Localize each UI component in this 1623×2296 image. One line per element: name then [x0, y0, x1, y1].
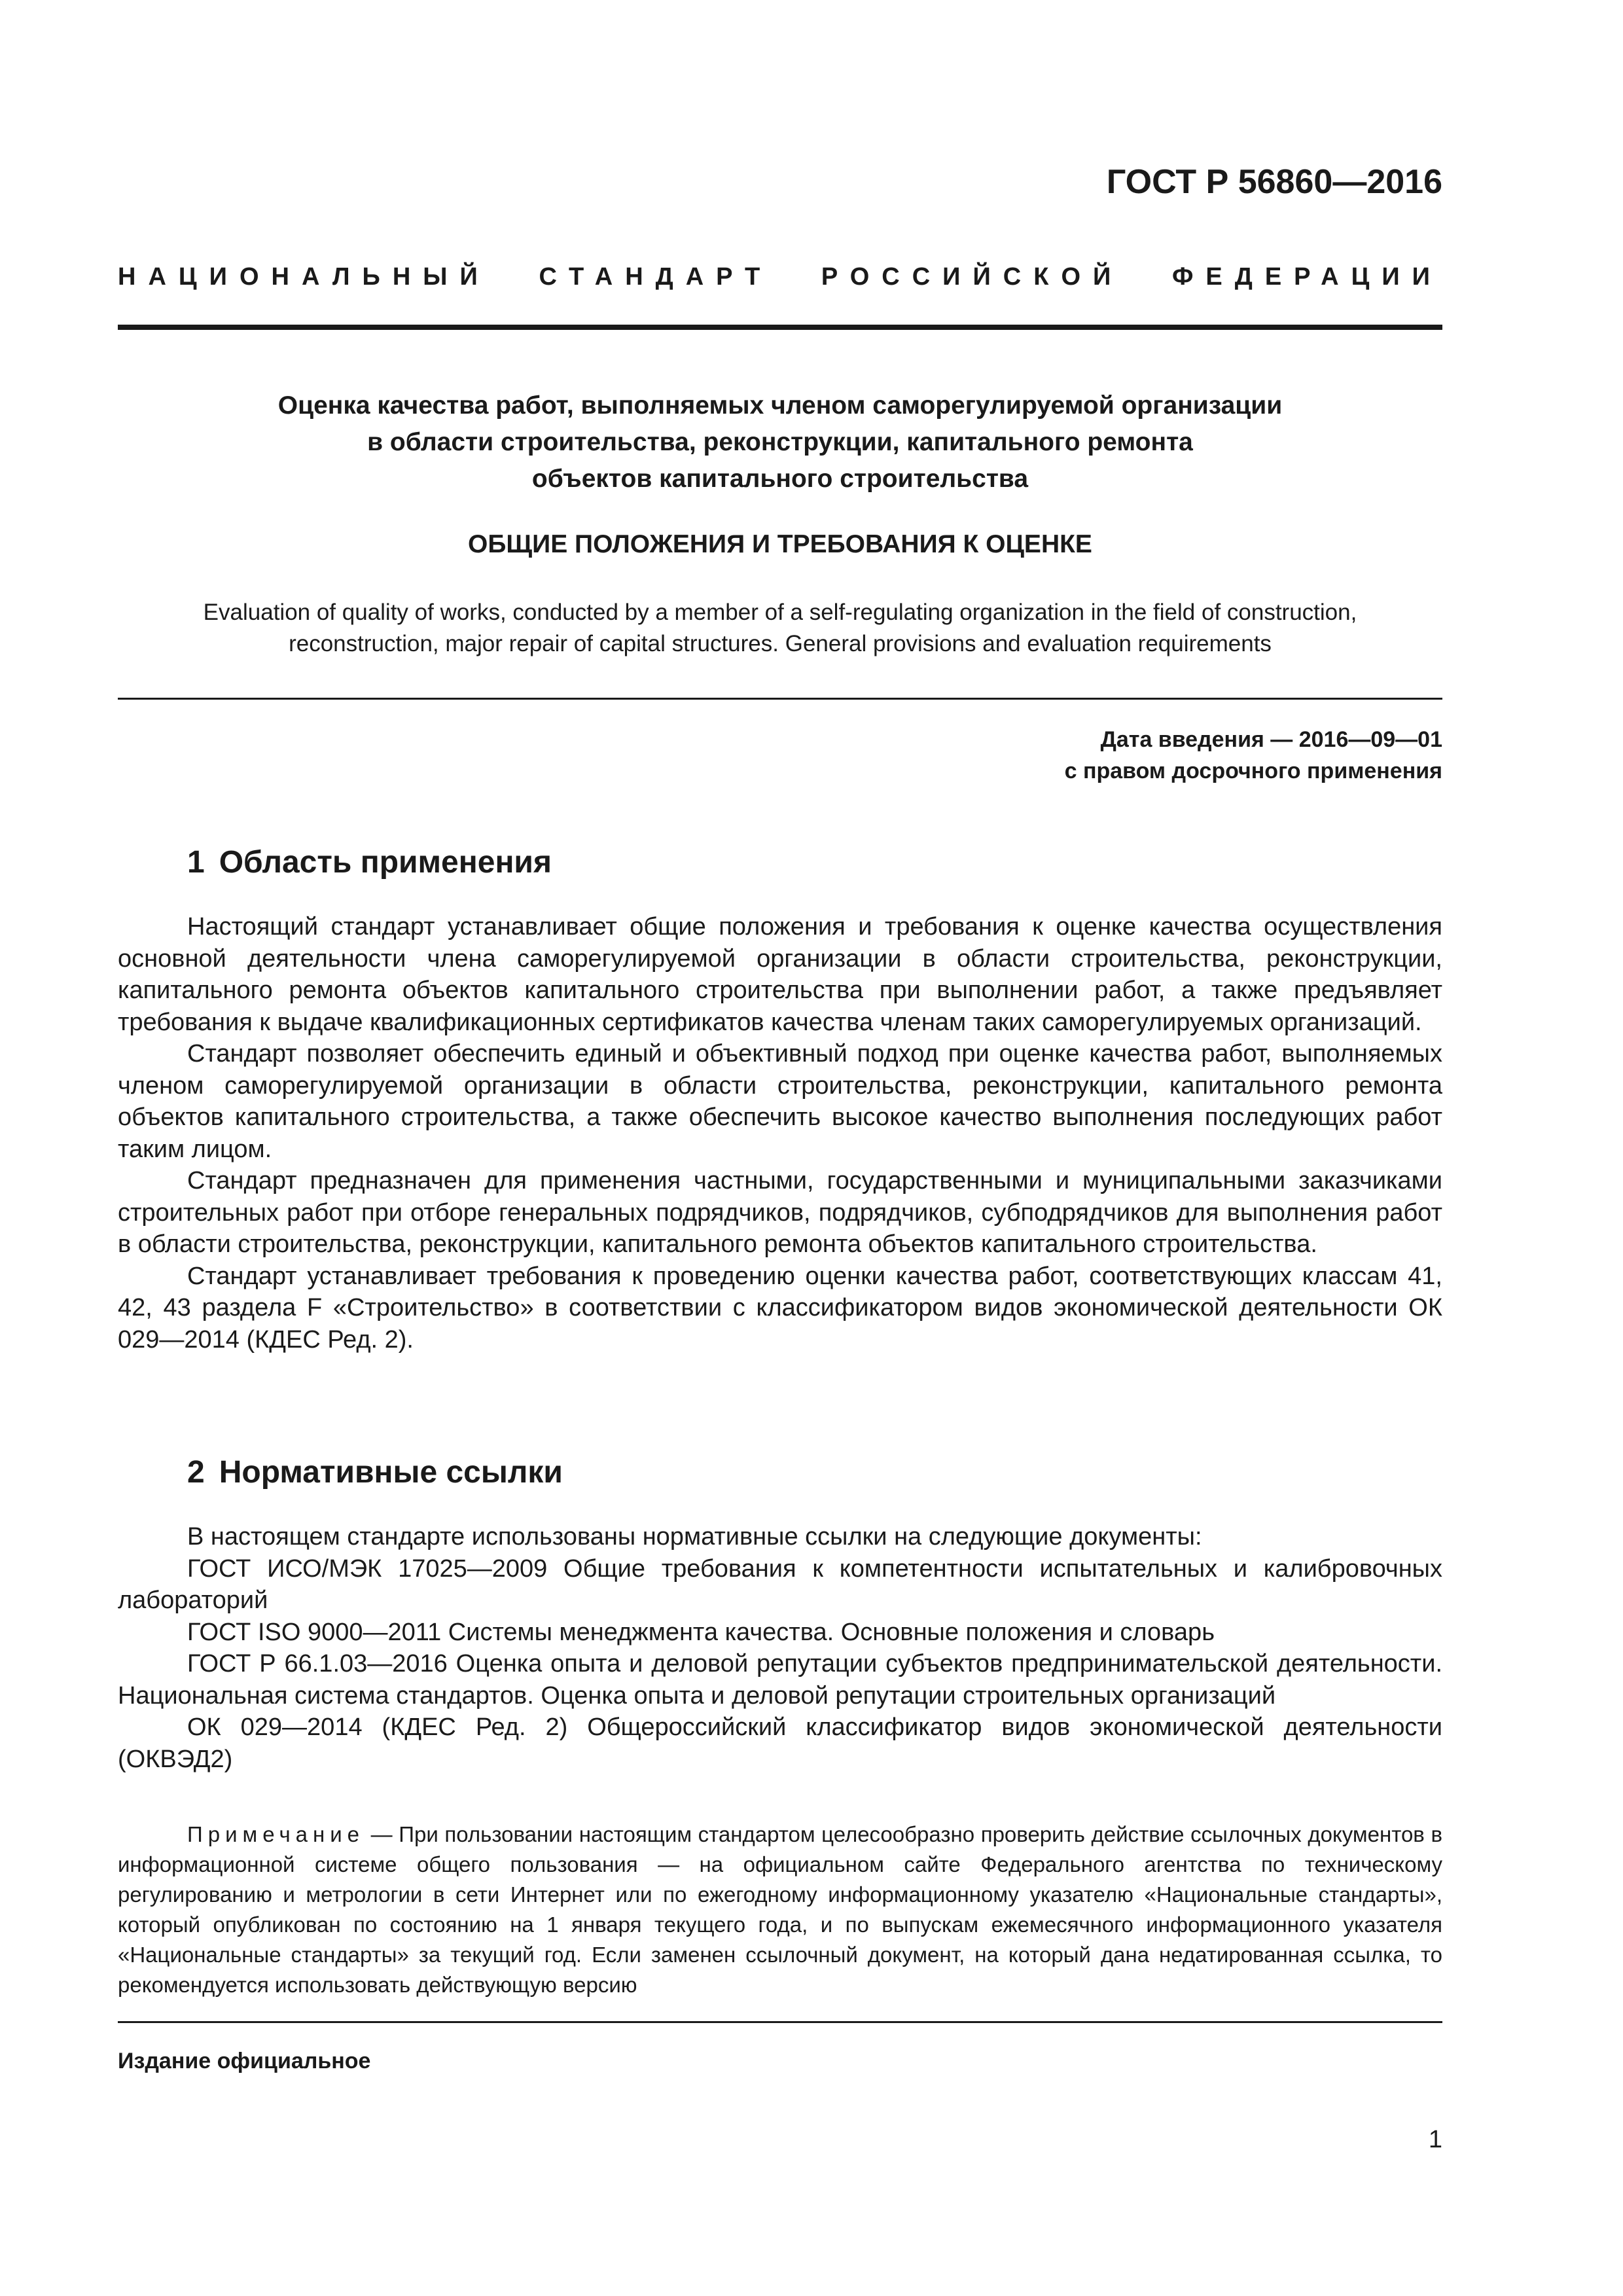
section-title: Область применения	[219, 845, 552, 880]
date-line: Дата введения — 2016—09—01	[1100, 727, 1442, 752]
paragraph: Стандарт предназначен для применения частными, государственными и муниципальными заказчиками строительных работ при отборе генеральных подрядчиков, подрядчиков, субподрядчиков для выполнения работ в области строительства, реконструкции, капитального ремонта объектов капитального строительства.	[118, 1167, 1442, 1258]
section-heading	[187, 1454, 563, 1490]
early-application-line: с правом досрочного применения	[1064, 759, 1442, 783]
document-subtitle: ОБЩИЕ ПОЛОЖЕНИЯ И ТРЕБОВАНИЯ К ОЦЕНКЕ	[468, 530, 1092, 558]
section-title: Нормативные ссылки	[219, 1455, 563, 1490]
title-line: Оценка качества работ, выполняемых членом саморегулируемой организации	[277, 391, 1283, 420]
banner-word: РОССИЙСКОЙ	[821, 263, 1124, 291]
paragraph: Стандарт устанавливает требования к проведению оценки качества работ, соответствующих классам 41, 42, 43 раздела F «Строительство» в соответствии с классификатором видов экономической деятельности ОК 029—2014 (КДЕС Ред. 2).	[118, 1262, 1442, 1354]
national-standard-banner	[118, 263, 1442, 291]
section-heading	[187, 844, 552, 880]
banner-word: ФЕДЕРАЦИИ	[1171, 263, 1442, 291]
document-title	[118, 387, 1442, 497]
standard-code: ГОСТ Р 56860—2016	[1106, 163, 1442, 201]
official-edition-label: Издание официальное	[118, 2049, 371, 2073]
section-number: 2	[187, 1455, 205, 1490]
english-title-line: Evaluation of quality of works, conducted by a member of a self-regulating organization in the field of construction,	[203, 600, 1357, 625]
title-line: в области строительства, реконструкции, капитального ремонта	[367, 428, 1193, 456]
reference-item: ГОСТ Р 66.1.03—2016 Оценка опыта и деловой репутации субъектов предпринимательской деятельности. Национальная система стандартов. Оценка опыта и деловой репутации строительных организаций	[118, 1650, 1442, 1710]
reference-item: ГОСТ ISO 9000—2011 Системы менеджмента качества. Основные положения и словарь	[187, 1618, 1215, 1646]
banner-word: НАЦИОНАЛЬНЫЙ	[118, 263, 490, 291]
english-title-line: reconstruction, major repair of capital structures. General provisions and evaluation requirements	[289, 631, 1272, 656]
english-title	[118, 597, 1442, 660]
page-number: 1	[1428, 2126, 1442, 2153]
title-divider	[118, 698, 1442, 700]
footer-divider	[118, 2021, 1442, 2023]
header-divider	[118, 325, 1442, 330]
section-body	[118, 911, 1442, 1355]
paragraph: Стандарт позволяет обеспечить единый и объективный подход при оценке качества работ, выполняемых членом саморегулируемой организации в области строительства, реконструкции, капитального ремонта объектов капитального строительства, а также обеспечить высокое качество выполнения последующих работ таким лицом.	[118, 1040, 1442, 1163]
title-line: объектов капитального строительства	[531, 465, 1029, 493]
reference-item: ОК 029—2014 (КДЕС Ред. 2) Общероссийский классификатор видов экономической деятельности (ОКВЭД2)	[118, 1713, 1442, 1773]
note-text: — При пользовании настоящим стандартом целесообразно проверить действие ссылочных документов в информационной системе общего пользования — на официальном сайте Федерального агентства по техническому регулированию и метрологии в сети Интернет или по ежегодному информационному указателю «Национальные стандарты», который опубликован по состоянию на 1 января текущего года, и по выпускам ежемесячного информационного указателя «Национальные стандарты» за текущий год. Если заменен ссылочный документ, на который дана недатированная ссылка, то рекомендуется использовать действующую версию	[118, 1822, 1442, 1997]
paragraph: Настоящий стандарт устанавливает общие положения и требования к оценке качества осуществления основной деятельности члена саморегулируемой организации в области строительства, реконструкции, капитального ремонта объектов капитального строительства при выполнении работ, а также предъявляет требования к выдаче квалификационных сертификатов качества членам таких саморегулируемых организаций.	[118, 913, 1442, 1036]
paragraph: В настоящем стандарте использованы нормативные ссылки на следующие документы:	[187, 1523, 1202, 1551]
note-label: Примечание	[187, 1822, 365, 1846]
note-block	[118, 1820, 1442, 2000]
reference-item: ГОСТ ИСО/МЭК 17025—2009 Общие требования к компетентности испытательных и калибровочных лабораторий	[118, 1554, 1442, 1614]
section-body	[118, 1521, 1442, 1775]
introduction-date	[1065, 724, 1442, 787]
banner-word: СТАНДАРТ	[539, 263, 773, 291]
section-number: 1	[187, 845, 205, 880]
